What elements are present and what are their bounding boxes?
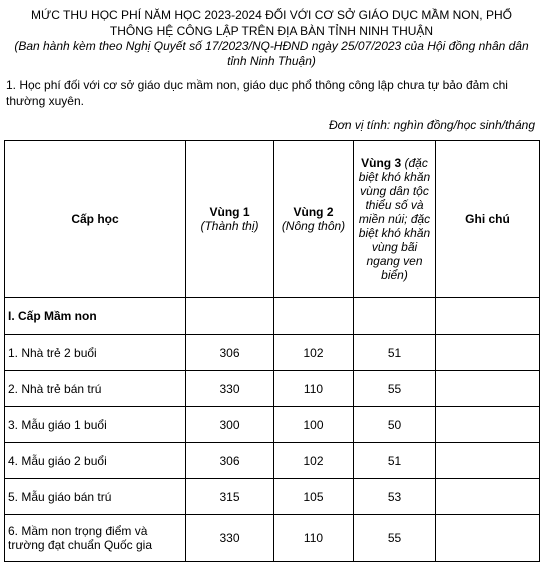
- header-zone-2: Vùng 2 (Nông thôn): [274, 141, 354, 298]
- row-name: 6. Mầm non trọng điểm và trường đạt chuẩn Quốc gia: [5, 515, 186, 562]
- table-row: [5, 443, 540, 479]
- header-zone-1: Vùng 1 (Thành thị): [186, 141, 274, 298]
- row-name: 5. Mẫu giáo bán trú: [5, 479, 186, 515]
- row-zone-1: 330: [186, 515, 274, 562]
- group-label: I. Cấp Mầm non: [5, 298, 186, 335]
- row-name: 4. Mẫu giáo 2 buổi: [5, 443, 186, 479]
- row-zone-2: 110: [274, 371, 354, 407]
- table-row: [5, 407, 540, 443]
- row-zone-3: 55: [354, 371, 436, 407]
- unit-note: Đơn vị tính: nghìn đồng/học sinh/tháng: [328, 118, 535, 132]
- row-note: [436, 515, 540, 562]
- row-zone-2: 102: [274, 443, 354, 479]
- row-zone-2: 105: [274, 479, 354, 515]
- tuition-table: [4, 140, 540, 562]
- section-paragraph: 1. Học phí đối với cơ sở giáo dục mầm non, giáo dục phổ thông công lập chưa tự bảo đảm chi thường xuyên.: [6, 78, 508, 108]
- row-zone-3: 51: [354, 443, 436, 479]
- row-zone-1: 315: [186, 479, 274, 515]
- table-row: [5, 335, 540, 371]
- document-subtitle: (Ban hành kèm theo Nghị Quyết số 17/2023/NQ-HĐND ngày 25/07/2023 của Hội đồng nhân dân tỉnh Ninh Thuận): [14, 39, 529, 68]
- row-zone-2: 102: [274, 335, 354, 371]
- row-note: [436, 407, 540, 443]
- row-name: 3. Mẫu giáo 1 buổi: [5, 407, 186, 443]
- row-name: 1. Nhà trẻ 2 buổi: [5, 335, 186, 371]
- table-group-row: [5, 298, 540, 335]
- table-row: [5, 371, 540, 407]
- row-zone-3: 53: [354, 479, 436, 515]
- row-zone-2: 100: [274, 407, 354, 443]
- empty-cell: [274, 298, 354, 335]
- row-zone-3: 55: [354, 515, 436, 562]
- row-zone-1: 306: [186, 335, 274, 371]
- row-note: [436, 479, 540, 515]
- row-note: [436, 371, 540, 407]
- row-zone-1: 306: [186, 443, 274, 479]
- table-row: [5, 479, 540, 515]
- row-zone-2: 110: [274, 515, 354, 562]
- row-zone-3: 51: [354, 335, 436, 371]
- header-note: Ghi chú: [436, 141, 540, 298]
- row-zone-1: 300: [186, 407, 274, 443]
- table-row: [5, 515, 540, 562]
- empty-cell: [436, 298, 540, 335]
- empty-cell: [354, 298, 436, 335]
- row-zone-1: 330: [186, 371, 274, 407]
- row-note: [436, 335, 540, 371]
- row-zone-3: 50: [354, 407, 436, 443]
- header-level: Cấp học: [5, 141, 186, 298]
- empty-cell: [186, 298, 274, 335]
- row-note: [436, 443, 540, 479]
- row-name: 2. Nhà trẻ bán trú: [5, 371, 186, 407]
- document-title: MỨC THU HỌC PHÍ NĂM HỌC 2023-2024 ĐỐI VỚI CƠ SỞ GIÁO DỤC MẦM NON, PHỔ THÔNG HỆ CÔNG LẬP TRÊN ĐỊA BÀN TỈNH NINH THUẬN: [31, 8, 512, 38]
- table-header-row: [5, 141, 540, 298]
- header-zone-3: Vùng 3 (đặc biệt khó khăn vùng dân tộc thiểu số và miền núi; đặc biệt khó khăn vùng bãi ngang ven biển): [354, 141, 436, 298]
